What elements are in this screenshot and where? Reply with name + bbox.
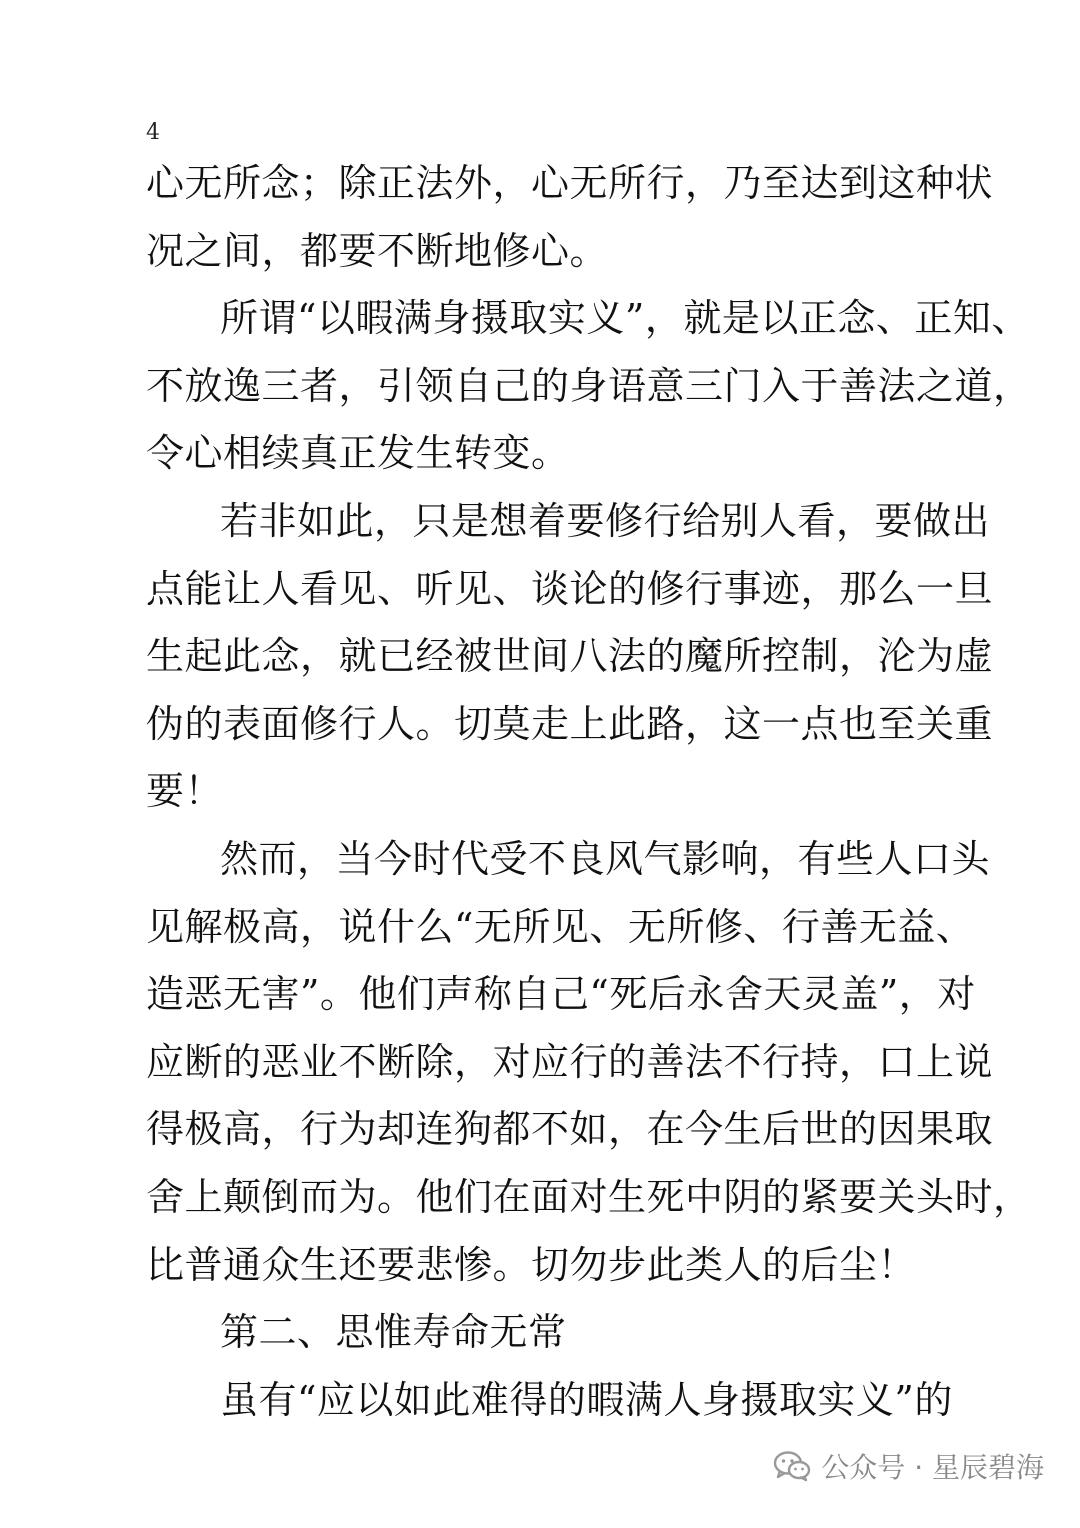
page-number: 4 — [146, 120, 160, 145]
text-line: 心无所念；除正法外，心无所行，乃至达到这种状 — [146, 161, 994, 205]
text-line: 虽有“应以如此难得的暇满人身摄取实义”的 — [220, 1377, 953, 1422]
body-text — [146, 150, 1032, 1434]
text-line: 比普通众生还要悲惨。切勿步此类人的后尘！ — [146, 1242, 917, 1287]
text-line: 舍上颠倒而为。他们在面对生死中阴的紧要关头时， — [146, 1174, 1032, 1219]
wechat-icon — [773, 1450, 811, 1482]
text-line: 见解极高，说什么“无所见、无所修、行善无益、 — [146, 904, 975, 949]
text-line: 应断的恶业不断除，对应行的善法不行持，口上说 — [146, 1039, 994, 1084]
text-line: 伪的表面修行人。切莫走上此路，这一点也至关重 — [146, 701, 994, 746]
text-line: 得极高，行为却连狗都不如，在今生后世的因果取 — [146, 1107, 994, 1152]
text-line: 令心相续真正发生转变。 — [146, 431, 570, 476]
watermark-text: 公众号 · 星辰碧海 — [821, 1451, 1044, 1484]
text-line: 要！ — [146, 769, 224, 814]
text-line: 况之间，都要不断地修心。 — [146, 228, 609, 273]
text-line: 所谓“以暇满身摄取实义”，就是以正念、正知、 — [220, 296, 1030, 341]
section-heading: 第二、思惟寿命无常 — [220, 1310, 567, 1355]
text-line: 造恶无害”。他们声称自己“死后永舍天灵盖”，对 — [146, 972, 976, 1017]
text-line: 然而，当今时代受不良风气影响，有些人口头 — [220, 836, 991, 881]
text-line: 不放逸三者，引领自己的身语意三门入于善法之道， — [146, 363, 1032, 408]
text-line: 生起此念，就已经被世间八法的魔所控制，沦为虚 — [146, 634, 994, 679]
watermark — [773, 1446, 1044, 1486]
text-line: 点能让人看见、听见、谈论的修行事迹，那么一旦 — [146, 566, 994, 611]
text-line: 若非如此，只是想着要修行给别人看，要做出 — [220, 498, 991, 543]
